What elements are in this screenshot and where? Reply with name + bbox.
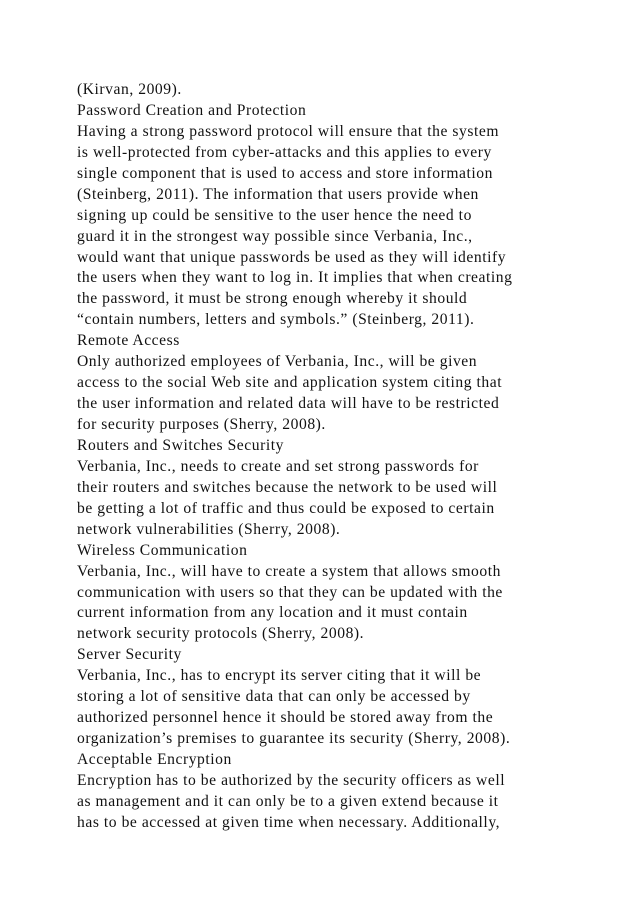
heading-acceptable-encryption: Acceptable Encryption	[77, 751, 232, 768]
text-line: communication with users so that they can be updated with the	[77, 583, 503, 601]
text-line: Verbania, Inc., needs to create and set strong passwords for	[77, 457, 479, 475]
heading-password-creation: Password Creation and Protection	[77, 101, 307, 119]
text-line: network security protocols (Sherry, 2008).	[77, 625, 365, 643]
text-line: Having a strong password protocol will ensure that the system	[77, 122, 500, 140]
text-line: organization’s premises to guarantee its security (Sherry, 2008).	[77, 730, 511, 748]
text-line: their routers and switches because the network to be used will	[77, 478, 498, 496]
text-line: (Steinberg, 2011). The information that users provide when	[77, 185, 479, 203]
text-line: “contain numbers, letters and symbols.” (Steinberg, 2011).	[77, 311, 475, 329]
text-line: Verbania, Inc., will have to create a system that allows smooth	[77, 562, 501, 580]
text-line: network vulnerabilities (Sherry, 2008).	[77, 520, 341, 538]
text-line: Encryption has to be authorized by the security officers as well	[77, 771, 506, 789]
text-line: authorized personnel hence it should be stored away from the	[77, 709, 494, 727]
text-line: guard it in the strongest way possible since Verbania, Inc.,	[77, 227, 473, 245]
text-line: would want that unique passwords be used as they will identify	[77, 248, 507, 266]
text-line: be getting a lot of traffic and thus could be exposed to certain	[77, 499, 495, 517]
text-line: the users when they want to log in. It implies that when creating	[77, 269, 513, 287]
text-line: is well-protected from cyber-attacks and this applies to every	[77, 143, 492, 161]
text-line: access to the social Web site and application system citing that	[77, 374, 503, 392]
heading-server-security: Server Security	[77, 646, 182, 664]
text-line: storing a lot of sensitive data that can only be accessed by	[77, 688, 471, 706]
text-line: signing up could be sensitive to the user hence the need to	[77, 206, 472, 224]
text-line: the user information and related data will have to be restricted	[77, 395, 500, 413]
citation-line: (Kirvan, 2009).	[77, 81, 182, 98]
heading-remote-access: Remote Access	[77, 332, 180, 350]
text-line: for security purposes (Sherry, 2008).	[77, 416, 326, 433]
text-line: current information from any location and it must contain	[77, 604, 468, 622]
heading-routers-switches: Routers and Switches Security	[77, 436, 284, 454]
text-line: has to be accessed at given time when necessary. Additionally,	[77, 813, 501, 831]
text-line: Verbania, Inc., has to encrypt its server citing that it will be	[77, 667, 482, 685]
heading-wireless-communication: Wireless Communication	[77, 541, 248, 559]
text-line: single component that is used to access and store information	[77, 164, 493, 182]
text-line: the password, it must be strong enough whereby it should	[77, 290, 468, 308]
text-line: as management and it can only be to a given extend because it	[77, 792, 499, 810]
document-body	[77, 80, 567, 834]
text-line: Only authorized employees of Verbania, Inc., will be given	[77, 353, 478, 371]
